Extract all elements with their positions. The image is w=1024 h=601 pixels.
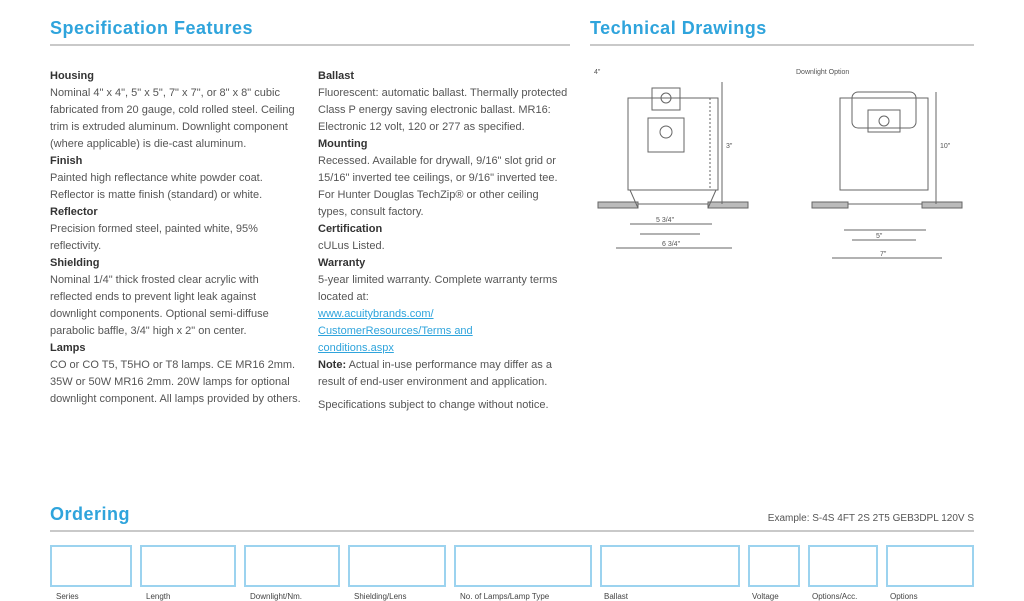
section-text: Painted high reflectance white powder coat. Reflector is matte finish (standard) or white. xyxy=(50,172,263,201)
section-text: Precision formed steel, painted white, 95% reflectivity. xyxy=(50,223,258,252)
order-label: Ballast xyxy=(604,592,629,601)
spec-shielding xyxy=(50,255,302,340)
ordering-boxes xyxy=(50,545,974,590)
section-head: Reflector xyxy=(50,206,98,218)
spec-disclaimer xyxy=(318,397,570,414)
spec-rule xyxy=(50,44,570,46)
drawing-label: 4" xyxy=(594,69,601,76)
order-box-options[interactable] xyxy=(886,545,974,587)
ceiling-tile xyxy=(598,202,638,208)
section-text: CO or CO T5, T5HO or T8 lamps. CE MR16 2mm. 35W or 50W MR16 2mm. 20W lamps for optional downlight component. All lamps provided by others. xyxy=(50,359,301,405)
order-label: Downlight/Nm. xyxy=(250,592,303,601)
section-head: Finish xyxy=(50,155,83,167)
section-text: Fluorescent: automatic ballast. Thermally protected Class P energy saving electronic ballast. MR16: Electronic 12 volt, 120 or 277 as specified. xyxy=(318,87,568,133)
spec-heading: Specification Features xyxy=(50,18,254,38)
order-box-ballast[interactable] xyxy=(600,545,740,587)
order-label: Options xyxy=(890,592,918,601)
disclaimer-text: Specifications subject to change without notice. xyxy=(318,399,549,411)
order-label: Voltage xyxy=(752,592,779,601)
note-head: Note: xyxy=(318,359,347,371)
order-box-options-acc[interactable] xyxy=(808,545,878,587)
section-text: Nominal 4" x 4", 5" x 5", 7" x 7", or 8" x 8" cubic fabricated from 20 gauge, cold rolled steel. Ceiling trim is extruded aluminum. Downlight component (where applicable) is die-cast aluminum. xyxy=(50,87,295,150)
order-box-series[interactable] xyxy=(50,545,132,587)
section-head: Warranty xyxy=(318,257,366,269)
section-text: cULus Listed. xyxy=(318,240,385,252)
lamp-circle xyxy=(660,126,672,138)
section-head: Lamps xyxy=(50,342,86,354)
ceiling-tile xyxy=(922,202,962,208)
section-text: Nominal 1/4" thick frosted clear acrylic with reflected ends to prevent light leak against downlight components. Optional semi-diffuse parabolic baffle, 3/4" high x 2" on center. xyxy=(50,274,269,337)
spec-note xyxy=(318,357,570,391)
technical-drawings xyxy=(590,62,974,272)
warranty-link[interactable]: conditions.aspx xyxy=(318,342,394,354)
lamp-circle xyxy=(879,116,889,126)
order-box-lamps[interactable] xyxy=(454,545,592,587)
section-head: Certification xyxy=(318,223,383,235)
warranty-link[interactable]: www.acuitybrands.com/ xyxy=(318,308,434,320)
section-text: Recessed. Available for drywall, 9/16" slot grid or 15/16" inverted tee ceilings, or 9/16" inverted tee. For Hunter Douglas TechZip® or other ceiling types, consult factory. xyxy=(318,155,558,218)
housing-outline xyxy=(840,98,928,190)
order-label: Length xyxy=(146,592,171,601)
section-head: Ballast xyxy=(318,70,355,82)
dim-label: 3" xyxy=(726,143,733,150)
order-box-voltage[interactable] xyxy=(748,545,800,587)
section-head: Shielding xyxy=(50,257,100,269)
section-text: 5-year limited warranty. Complete warranty terms located at: xyxy=(318,274,558,303)
junction-box xyxy=(652,88,680,110)
ordering-rule xyxy=(50,530,974,532)
spec-housing xyxy=(50,68,302,153)
drawing-label: Downlight Option xyxy=(796,69,850,76)
ceiling-tile xyxy=(708,202,748,208)
spec-left-column xyxy=(50,68,302,408)
dim-label: 5 3/4" xyxy=(656,217,675,224)
housing-outline xyxy=(628,98,718,190)
dim-label: 6 3/4" xyxy=(662,241,681,248)
order-label: Options/Acc. xyxy=(812,592,858,601)
spec-right-column xyxy=(318,68,570,414)
order-box-downlight[interactable] xyxy=(244,545,340,587)
warranty-link[interactable]: CustomerResources/Terms and xyxy=(318,325,473,337)
drawings-heading: Technical Drawings xyxy=(590,18,767,38)
note-text xyxy=(318,357,570,391)
order-label: Shielding/Lens xyxy=(354,592,407,601)
section-head: Mounting xyxy=(318,138,368,150)
dim-label: 5" xyxy=(876,233,883,240)
note-body: Actual in-use performance may differ as a result of end-user environment and application. xyxy=(318,359,552,388)
section-head: Housing xyxy=(50,70,94,82)
spec-reflector xyxy=(50,204,302,255)
spec-ballast xyxy=(318,68,570,136)
order-label: Series xyxy=(56,592,79,601)
order-label: No. of Lamps/Lamp Type xyxy=(460,592,550,601)
order-box-shielding[interactable] xyxy=(348,545,446,587)
spec-finish xyxy=(50,153,302,204)
order-box-length[interactable] xyxy=(140,545,236,587)
spec-warranty xyxy=(318,255,570,357)
dim-label: 7" xyxy=(880,251,887,258)
drawings-rule xyxy=(590,44,974,46)
dim-label: 10" xyxy=(940,143,951,150)
spec-mounting xyxy=(318,136,570,221)
ordering-heading: Ordering xyxy=(50,504,131,524)
spec-certification xyxy=(318,221,570,255)
ceiling-tile xyxy=(812,202,848,208)
lamp-holder xyxy=(648,118,684,152)
spec-lamps xyxy=(50,340,302,408)
order-example: Example: S-4S 4FT 2S 2T5 GEB3DPL 120V S xyxy=(767,513,974,524)
lamp-holder xyxy=(868,110,900,132)
